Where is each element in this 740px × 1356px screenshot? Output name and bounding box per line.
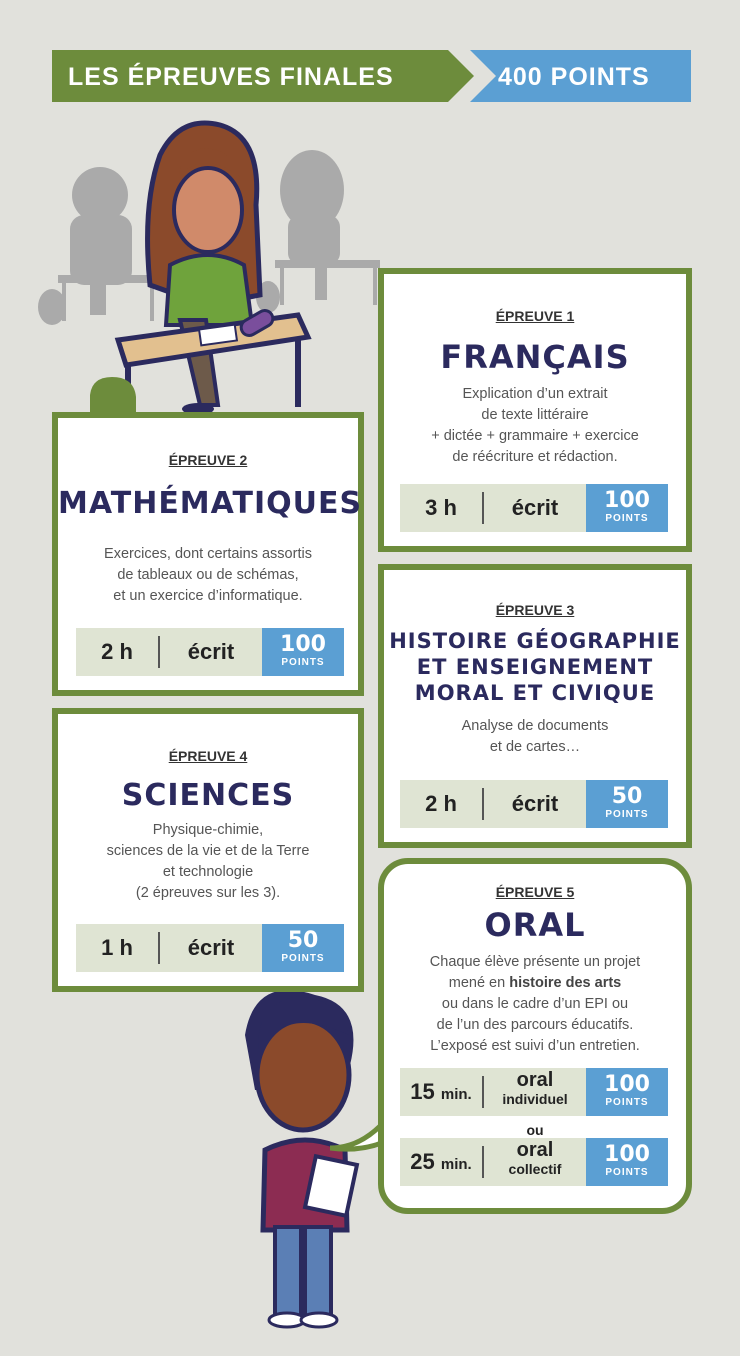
epreuve-2-label: ÉPREUVE 2 [168,452,248,468]
epreuve-3-points-badge: 50 POINTS [586,780,668,828]
students-exam-illustration [30,115,390,445]
epreuve-3-label: ÉPREUVE 3 [495,602,575,618]
epreuve-3-card [378,564,692,848]
epreuve-4-stats [76,924,344,972]
epreuve-1-duration: 3 h [425,495,457,520]
epreuve-1-title: FRANÇAIS [440,338,630,376]
epreuve-5-option-individuel [400,1068,668,1116]
epreuve-5-collectif-duration: 25 min. [410,1149,472,1174]
epreuve-4-duration: 1 h [101,935,133,960]
epreuve-3-description: Analyse de documents et de cartes… [461,718,609,755]
epreuve-5-label: ÉPREUVE 5 [495,884,575,900]
epreuve-5-title: ORAL [484,906,586,944]
epreuve-5-individuel-duration: 15 min. [410,1079,472,1104]
epreuve-5-individuel-kind: oral individuel [502,1069,568,1107]
epreuve-4-points-badge: 50 POINTS [262,924,344,972]
boy-student-icon [245,990,357,1327]
epreuve-5-option-collectif [400,1138,668,1186]
epreuve-1-stats [400,484,668,532]
epreuve-1-kind: écrit [511,495,559,520]
epreuve-4-label: ÉPREUVE 4 [168,748,248,764]
epreuve-2-stats [76,628,344,676]
epreuve-4-card [52,708,364,992]
epreuve-2-description: Exercices, dont certains assortis de tableaux ou de schémas, et un exercice d’informatique. [104,546,312,604]
header-title: LES ÉPREUVES FINALES [68,63,394,91]
epreuve-3-stats [400,780,668,828]
epreuve-2-duration: 2 h [101,639,133,664]
epreuve-5-or-label: ou [526,1122,544,1138]
epreuve-5-individuel-points-badge: 100 POINTS [586,1068,668,1116]
epreuve-3-duration: 2 h [425,791,457,816]
epreuve-5-description: Chaque élève présente un projet mené en histoire des arts ou dans le cadre d’un EPI ou de l’un des parcours éducatifs. L’exposé est suivi d’un entretien. [429,954,641,1054]
epreuve-5-collectif-kind: oral collectif [508,1139,562,1177]
epreuve-2-points-badge: 100 POINTS [262,628,344,676]
epreuve-4-kind: écrit [187,935,235,960]
background-student-2-icon [256,150,380,313]
girl-student-icon [148,123,260,415]
background-student-1-icon [38,167,158,325]
epreuve-4-description: Physique-chimie, sciences de la vie et de la Terre et technologie (2 épreuves sur les 3). [106,822,310,901]
boy-student-illustration [225,975,375,1335]
epreuve-2-kind: écrit [187,639,235,664]
header-points: 400 POINTS [498,63,650,91]
epreuve-2-title: MATHÉMATIQUES [58,486,363,521]
epreuve-1-description: Explication d’un extrait de texte littéraire + dictée + grammaire + exercice de réécriture et rédaction. [431,386,639,465]
epreuve-5-card [378,858,692,1214]
epreuve-3-title: HISTOIRE GÉOGRAPHIE ET ENSEIGNEMENT MORAL ET CIVIQUE [389,629,681,705]
epreuve-5-collectif-points-badge: 100 POINTS [586,1138,668,1186]
epreuve-1-label: ÉPREUVE 1 [495,308,575,324]
epreuve-1-card [378,268,692,552]
epreuve-2-card [52,412,364,696]
epreuve-3-kind: écrit [511,791,559,816]
epreuve-4-title: SCIENCES [121,778,295,813]
epreuve-1-points-badge: 100 POINTS [586,484,668,532]
